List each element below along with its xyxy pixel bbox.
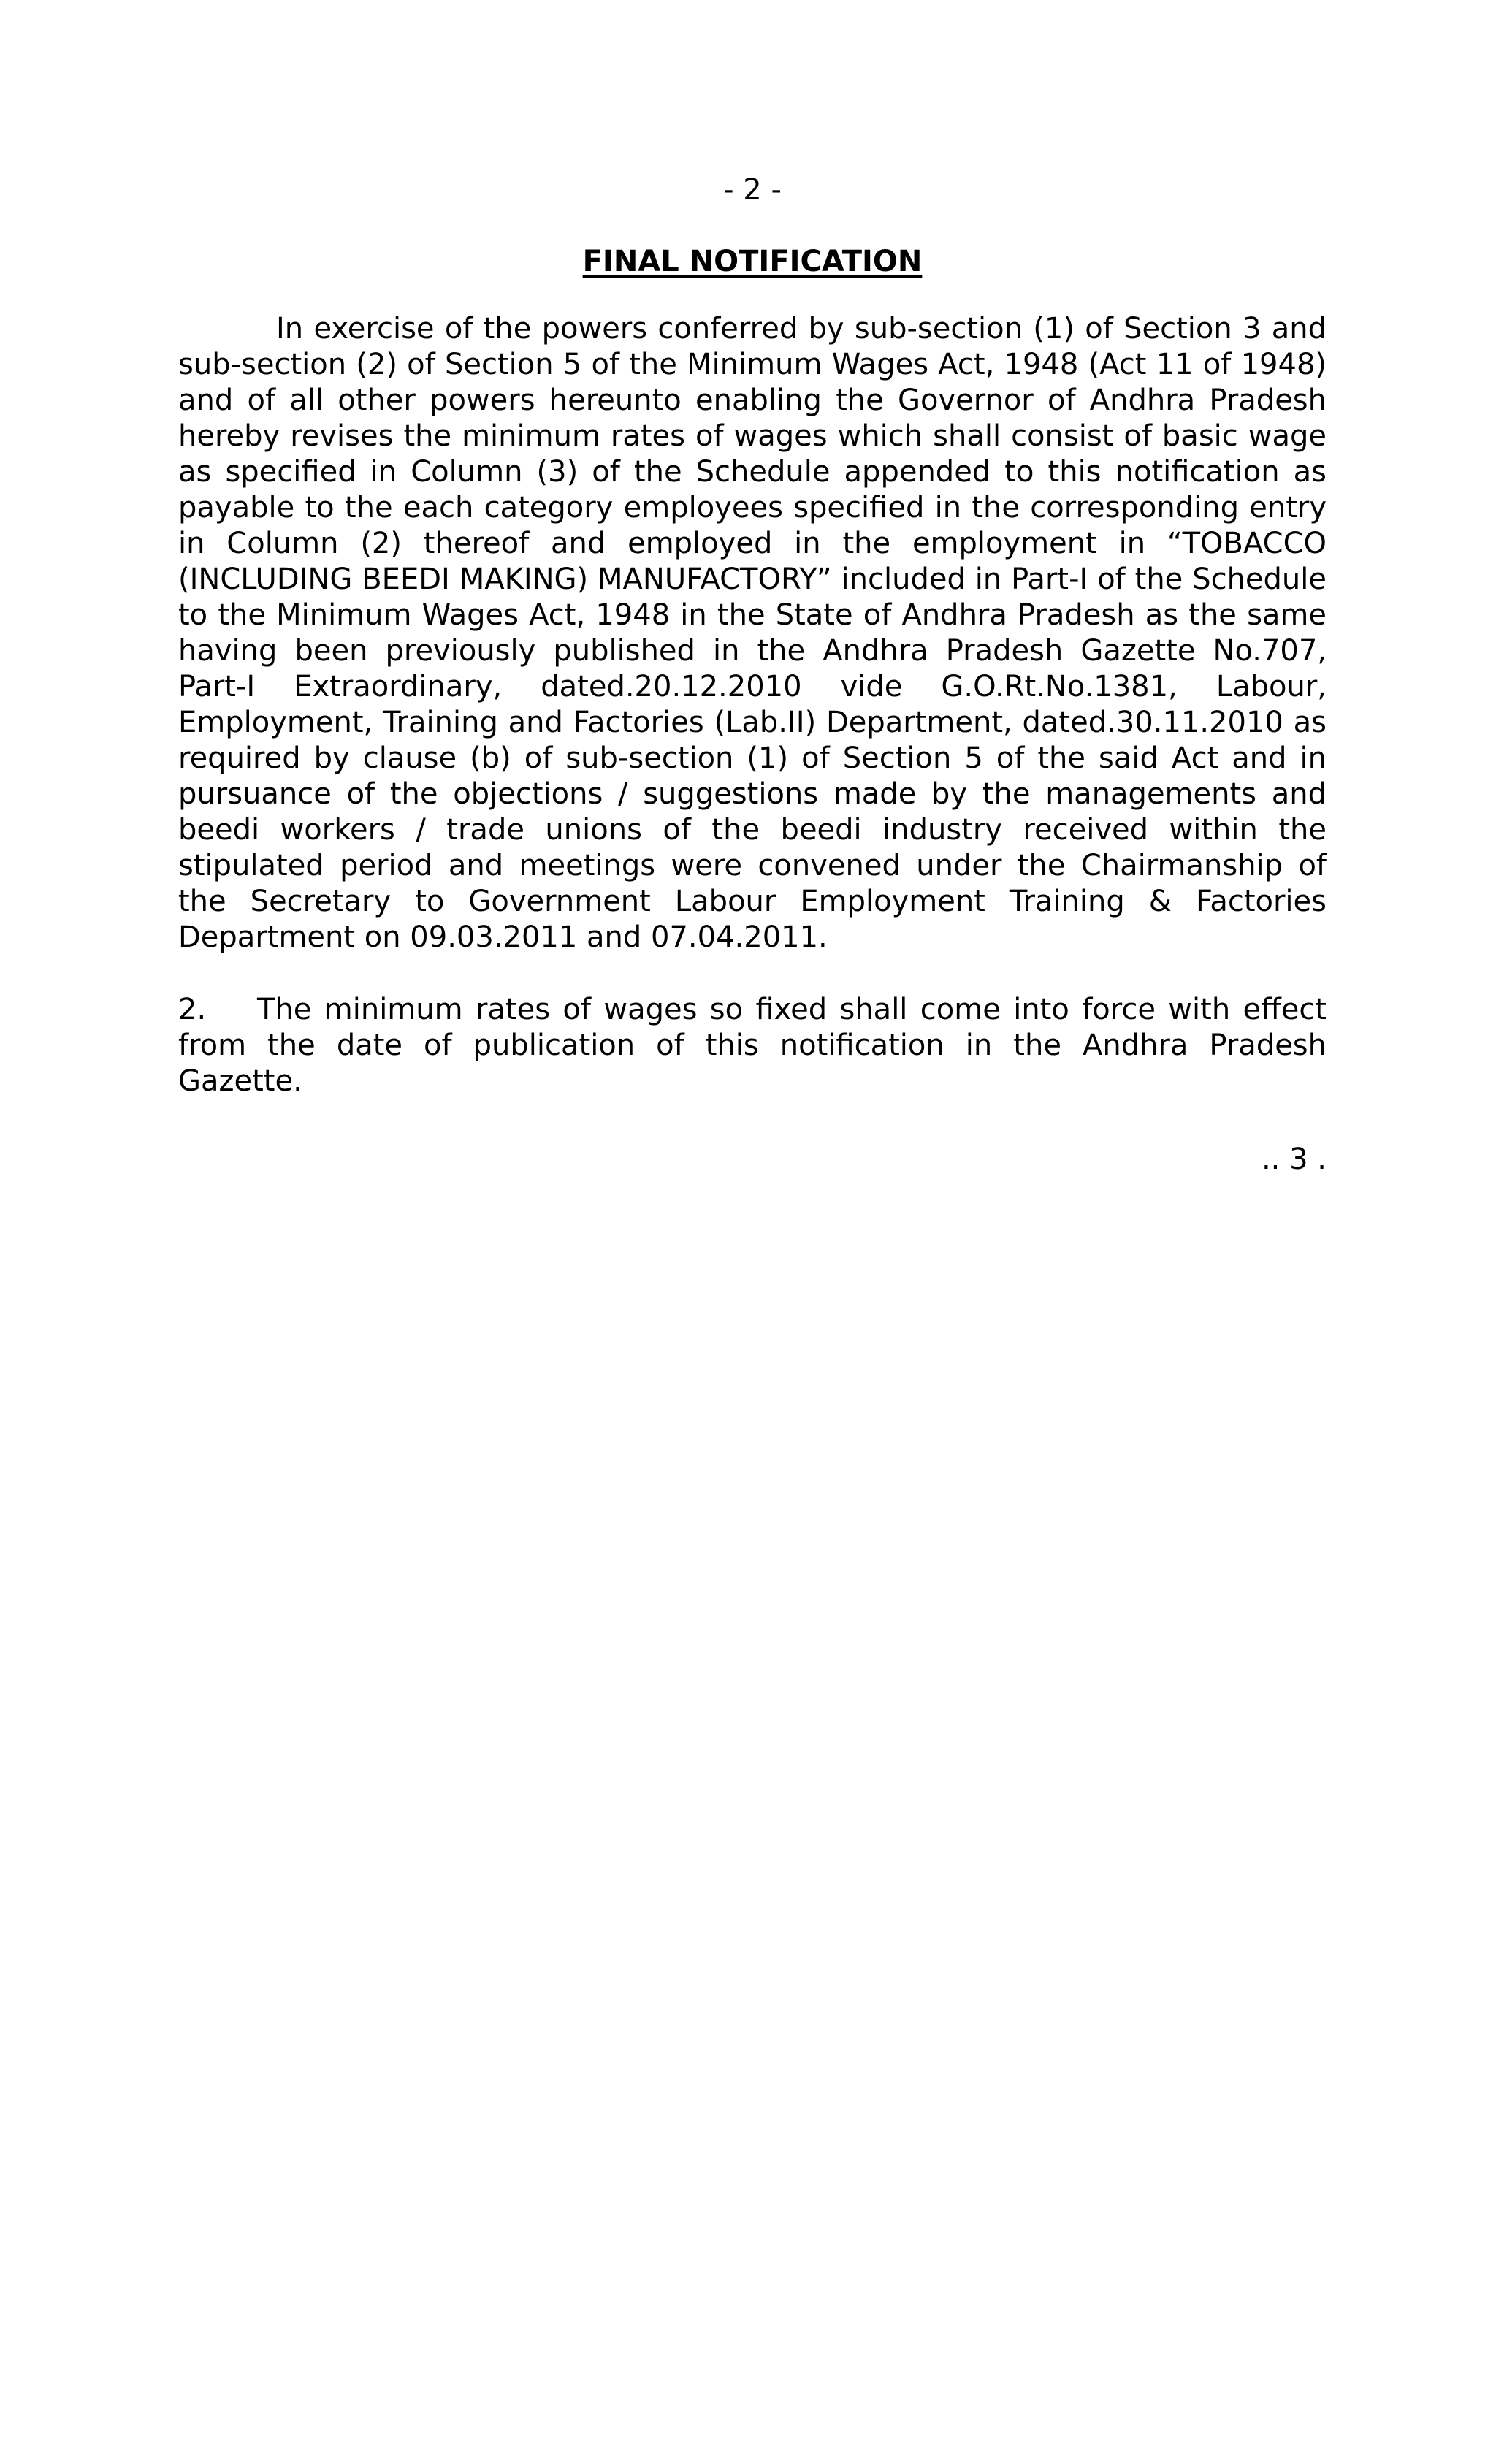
paragraph-2 bbox=[178, 992, 1327, 1099]
paragraph-2-text: The minimum rates of wages so fixed shall come into force with effect from the date of publication of this notification in the Andhra Pradesh Gazette. bbox=[178, 993, 1327, 1098]
notification-title bbox=[178, 240, 1327, 283]
continuation-marker: .. 3 . bbox=[1261, 1143, 1327, 1176]
paragraph-2-number: 2. bbox=[178, 993, 207, 1026]
notification-title-text: FINAL NOTIFICATION bbox=[582, 245, 923, 278]
paragraph-1: In exercise of the powers conferred by sub-section (1) of Section 3 and sub-section (2) of Section 5 of the Minimum Wages Act, 1948 (Act 11 of 1948) and of all other powers hereunto enabling the Governor of Andhra Pradesh hereby revises the minimum rates of wages which shall consist of basic wage as specified in Column (3) of the Schedule appended to this notification as payable to the each category employees specified in the corresponding entry in Column (2) thereof and employed in the employment in “TOBACCO (INCLUDING BEEDI MAKING) MANUFACTORY” included in Part-I of the Schedule to the Minimum Wages Act, 1948 in the State of Andhra Pradesh as the same having been previously published in the Andhra Pradesh Gazette No.707, Part-I Extraordinary, dated.20.12.2010 vide G.O.Rt.No.1381, Labour, Employment, Training and Factories (Lab.II) Department, dated.30.11.2010 as required by clause (b) of sub-section (1) of Section 5 of the said Act and in pursuance of the objections / suggestions made by the managements and beedi workers / trade unions of the beedi industry received within the stipulated period and meetings were convened under the Chairmanship of the Secretary to Government Labour Employment Training & Factories Department on 09.03.2011 and 07.04.2011. bbox=[178, 312, 1327, 954]
page-number: - 2 - bbox=[723, 173, 782, 207]
document-page bbox=[178, 168, 1327, 1181]
